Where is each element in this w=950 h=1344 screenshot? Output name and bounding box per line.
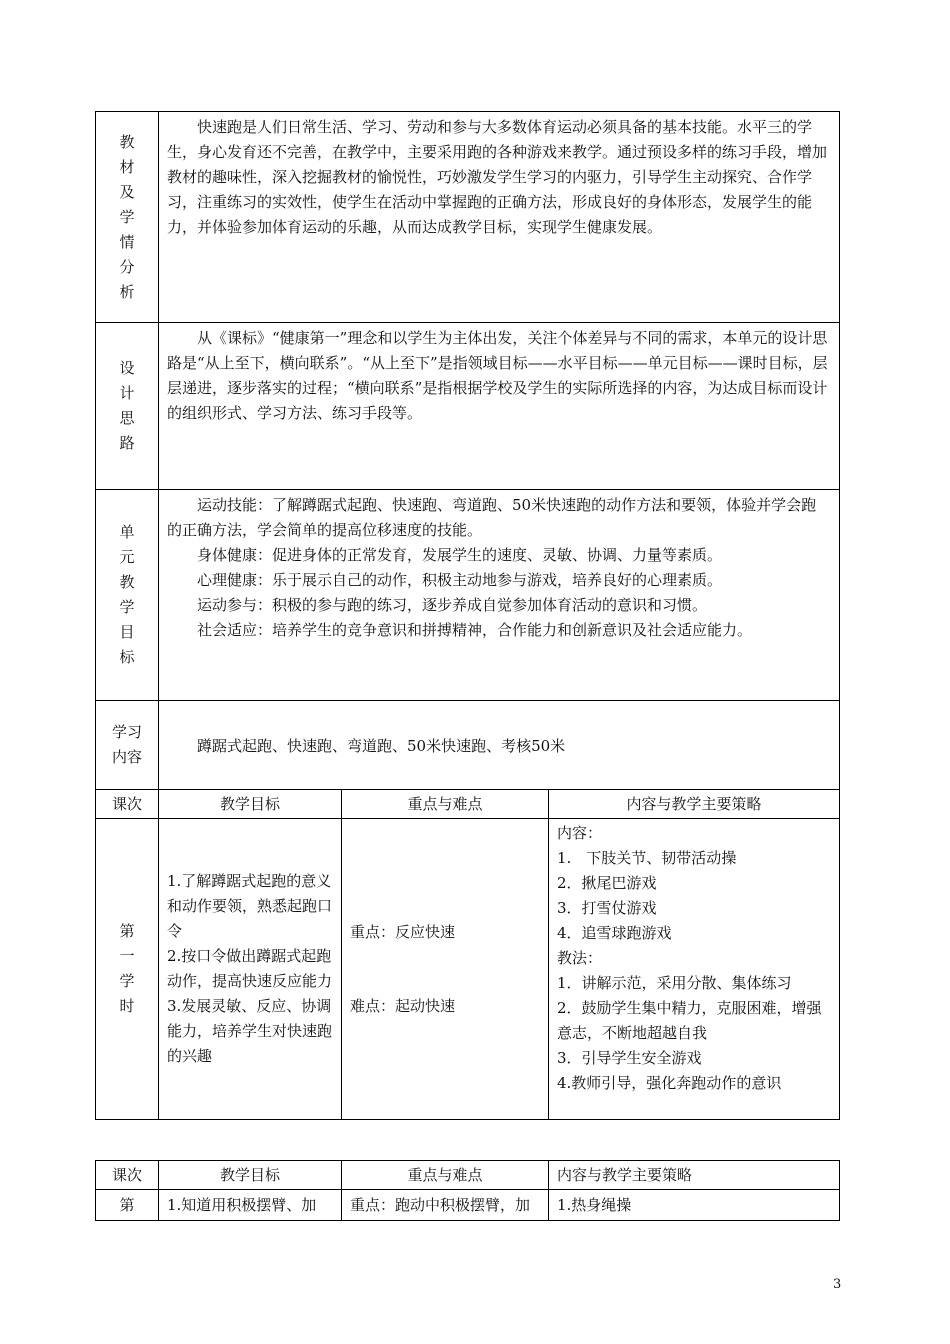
header-lesson: 课次 [96, 790, 159, 819]
lesson2-key: 重点：跑动中积极摆臂，加 [342, 1190, 549, 1221]
content-label-cell [96, 701, 159, 790]
design-row [96, 323, 840, 490]
header-goals: 教学目标 [159, 790, 342, 819]
strategy-line: 4．追雪球跑游戏 [557, 924, 672, 942]
goals-label: 单元教学目标 [119, 523, 135, 666]
header-strategy: 内容与教学主要策略 [549, 1161, 840, 1190]
analysis-label-cell [96, 112, 159, 323]
goal-item: 身体健康：促进身体的正常发育，发展学生的速度、灵敏、协调、力量等素质。 [197, 546, 723, 564]
goals-row [96, 490, 840, 701]
lesson1-row [96, 819, 840, 1120]
lesson1-goal: 3.发展灵敏、反应、协调能力，培养学生对快速跑的兴趣 [167, 997, 333, 1065]
header-lesson: 课次 [96, 1161, 159, 1190]
goal-item: 社会适应：培养学生的竞争意识和拼搏精神，合作能力和创新意识及社会适应能力。 [197, 621, 753, 639]
content-row [96, 701, 840, 790]
analysis-text-cell [159, 112, 840, 323]
lesson-header-row [96, 790, 840, 819]
goals-label-cell [96, 490, 159, 701]
strategy-line: 4.教师引导，强化奔跑动作的意识 [557, 1074, 782, 1092]
lesson1-goal: 2.按口令做出蹲踞式起跑动作，提高快速反应能力 [167, 947, 333, 990]
design-label: 设计思路 [119, 359, 135, 452]
goal-item: 心理健康：乐于展示自己的动作，积极主动地参与游戏，培养良好的心理素质。 [197, 571, 723, 589]
lesson2-table [95, 1160, 840, 1221]
lesson2-strategy: 1.热身绳操 [549, 1190, 840, 1221]
header-goals: 教学目标 [159, 1161, 342, 1190]
lesson1-label-cell [96, 819, 159, 1120]
lesson1-goal: 1.了解蹲踞式起跑的意义和动作要领，熟悉起跑口令 [167, 872, 333, 940]
strategy-line: 2．揪尾巴游戏 [557, 874, 657, 892]
design-text-cell [159, 323, 840, 490]
header-key-points: 重点与难点 [342, 790, 549, 819]
lesson2-header-row [96, 1161, 840, 1190]
content-label: 学习内容 [111, 723, 142, 766]
content-text-cell [159, 701, 840, 790]
strategy-line: 1．讲解示范，采用分散、集体练习 [557, 974, 792, 992]
strategy-line: 内容： [557, 824, 603, 842]
goal-item: 运动参与：积极的参与跑的练习，逐步养成自觉参加体育活动的意识和习惯。 [197, 596, 708, 614]
goal-item: 运动技能：了解蹲踞式起跑、快速跑、弯道跑、50米快速跑的动作方法和要领，体验并学会跑的正确方法，学会简单的提高位移速度的技能。 [167, 496, 817, 539]
lesson2-label: 第 [96, 1190, 159, 1221]
lesson1-strategy-cell [549, 819, 840, 1120]
header-strategy: 内容与教学主要策略 [549, 790, 840, 819]
unit-plan-table [95, 111, 840, 1120]
lesson2-row [96, 1190, 840, 1221]
analysis-row [96, 112, 840, 323]
page-number: 3 [833, 1277, 842, 1292]
spacer [350, 957, 540, 982]
strategy-line: 3．引导学生安全游戏 [557, 1049, 702, 1067]
strategy-line: 3．打雪仗游戏 [557, 899, 657, 917]
strategy-line: 2．鼓励学生集中精力，克服困难，增强意志，不断地超越自我 [557, 999, 822, 1042]
lesson1-goals-cell [159, 819, 342, 1120]
lesson1-key: 重点：反应快速 [350, 922, 456, 941]
lesson1-label: 第一学时 [119, 922, 135, 1015]
design-text: 从《课标》“健康第一”理念和以学生为主体出发，关注个体差异与不同的需求，本单元的设计思路是“从上至下，横向联系”。“从上至下”是指领域目标——水平目标——单元目标——课时目标，层层递进，逐步落实的过程；“横向联系”是指根据学校及学生的实际所选择的内容，为达成目标而设计的组织形式、学习方法、练习手段等。 [167, 329, 828, 422]
analysis-label: 教材及学情分析 [119, 132, 135, 301]
lesson2-goal: 1.知道用积极摆臂、加 [159, 1190, 342, 1221]
lesson1-keypoints-cell [342, 819, 549, 1120]
content-text: 蹲踞式起跑、快速跑、弯道跑、50米快速跑、考核50米 [197, 737, 566, 755]
goals-text-cell [159, 490, 840, 701]
strategy-line: 教法： [557, 949, 603, 967]
header-key-points: 重点与难点 [342, 1161, 549, 1190]
lesson1-difficulty: 难点：起动快速 [350, 996, 456, 1015]
strategy-line: 1. 下肢关节、韧带活动操 [557, 849, 737, 867]
design-label-cell [96, 323, 159, 490]
analysis-text: 快速跑是人们日常生活、学习、劳动和参与大多数体育运动必须具备的基本技能。水平三的学生，身心发育还不完善，在教学中，主要采用跑的各种游戏来教学。通过预设多样的练习手段，增加教材的趣味性，深入挖掘教材的愉悦性，巧妙激发学生学习的内驱力，引导学生主动探究、合作学习，注重练习的实效性，使学生在活动中掌握跑的正确方法，形成良好的身体形态，发展学生的能力，并体验参加体育运动的乐趣，从而达成教学目标，实现学生健康发展。 [167, 118, 828, 236]
